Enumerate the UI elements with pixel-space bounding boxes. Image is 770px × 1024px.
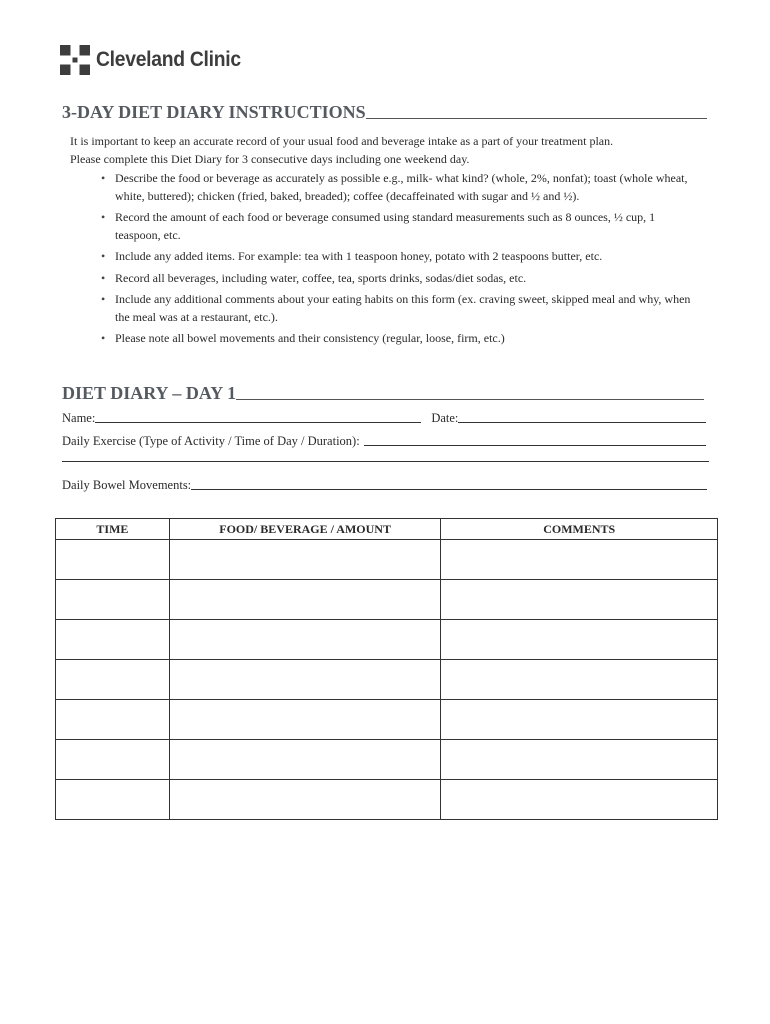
table-row xyxy=(56,540,718,580)
bowel-field[interactable] xyxy=(191,488,707,490)
exercise-label: Daily Exercise (Type of Activity / Time of Day / Duration): xyxy=(62,434,360,448)
title-rule xyxy=(236,398,704,400)
instruction-item: • Record all beverages, including water, coffee, tea, sports drinks, sodas/diet sodas, etc. xyxy=(101,270,701,288)
comments-cell[interactable] xyxy=(441,580,718,620)
diary-title xyxy=(62,383,704,404)
date-label: Date: xyxy=(431,411,459,425)
instruction-item: • Include any additional comments about your eating habits on this form (ex. craving sweet, skipped meal and why, when the meal was at a restaurant, etc.). xyxy=(101,291,701,326)
time-header: TIME xyxy=(56,519,170,540)
instructions-title-text: 3-DAY DIET DIARY INSTRUCTIONS xyxy=(62,102,366,122)
food-cell[interactable] xyxy=(169,580,441,620)
instruction-list xyxy=(101,170,701,352)
instruction-item: • Record the amount of each food or beverage consumed using standard measurements such as 8 ounces, ½ cup, 1 teaspoon, etc. xyxy=(101,209,701,244)
food-cell[interactable] xyxy=(169,540,441,580)
time-cell[interactable] xyxy=(56,620,170,660)
comments-cell[interactable] xyxy=(441,540,718,580)
comments-cell[interactable] xyxy=(441,620,718,660)
time-cell[interactable] xyxy=(56,540,170,580)
table-row xyxy=(56,700,718,740)
time-cell[interactable] xyxy=(56,660,170,700)
table-header-row xyxy=(56,519,718,540)
cleveland-clinic-cross-icon xyxy=(60,45,90,75)
diet-diary-table xyxy=(55,518,718,820)
food-cell[interactable] xyxy=(169,700,441,740)
table-row xyxy=(56,740,718,780)
table-row xyxy=(56,780,718,820)
food-cell[interactable] xyxy=(169,740,441,780)
comments-cell[interactable] xyxy=(441,740,718,780)
diary-title-text: DIET DIARY – DAY 1 xyxy=(62,383,237,403)
intro-line: It is important to keep an accurate record of your usual food and beverage intake as a part of your treatment plan. xyxy=(70,134,614,148)
table-row xyxy=(56,660,718,700)
exercise-field-continued[interactable] xyxy=(62,460,709,462)
exercise-continuation-row xyxy=(62,460,709,465)
instruction-item: • Describe the food or beverage as accurately as possible e.g., milk- what kind? (whole, 2%, nonfat); toast (whole wheat, white, buttered); chicken (fried, baked, breaded); coffee (decaffeinated with sugar and ½ and ½). xyxy=(101,170,701,205)
instructions-title xyxy=(62,102,707,123)
comments-header: COMMENTS xyxy=(441,519,718,540)
name-label: Name: xyxy=(62,411,96,425)
instruction-item: • Please note all bowel movements and their consistency (regular, loose, firm, etc.) xyxy=(101,330,701,348)
instruction-item: • Include any added items. For example: tea with 1 teaspoon honey, potato with 2 teaspoons butter, etc. xyxy=(101,248,701,266)
exercise-field[interactable] xyxy=(364,444,706,446)
time-cell[interactable] xyxy=(56,740,170,780)
table-row xyxy=(56,620,718,660)
food-cell[interactable] xyxy=(169,780,441,820)
date-field[interactable] xyxy=(458,421,706,423)
time-cell[interactable] xyxy=(56,580,170,620)
table-row xyxy=(56,580,718,620)
title-rule xyxy=(366,117,707,119)
time-cell[interactable] xyxy=(56,780,170,820)
exercise-row xyxy=(62,434,706,449)
comments-cell[interactable] xyxy=(441,660,718,700)
comments-cell[interactable] xyxy=(441,780,718,820)
food-cell[interactable] xyxy=(169,660,441,700)
bowel-label: Daily Bowel Movements: xyxy=(62,478,192,492)
clinic-logo xyxy=(60,45,253,75)
name-field[interactable] xyxy=(95,421,421,423)
food-header: FOOD/ BEVERAGE / AMOUNT xyxy=(169,519,441,540)
intro-text xyxy=(70,133,710,168)
intro-line: Please complete this Diet Diary for 3 consecutive days including one weekend day. xyxy=(70,151,470,166)
food-cell[interactable] xyxy=(169,620,441,660)
name-date-row xyxy=(62,411,706,426)
clinic-name: Cleveland Clinic xyxy=(96,48,241,71)
bowel-row xyxy=(62,478,707,493)
comments-cell[interactable] xyxy=(441,700,718,740)
time-cell[interactable] xyxy=(56,700,170,740)
